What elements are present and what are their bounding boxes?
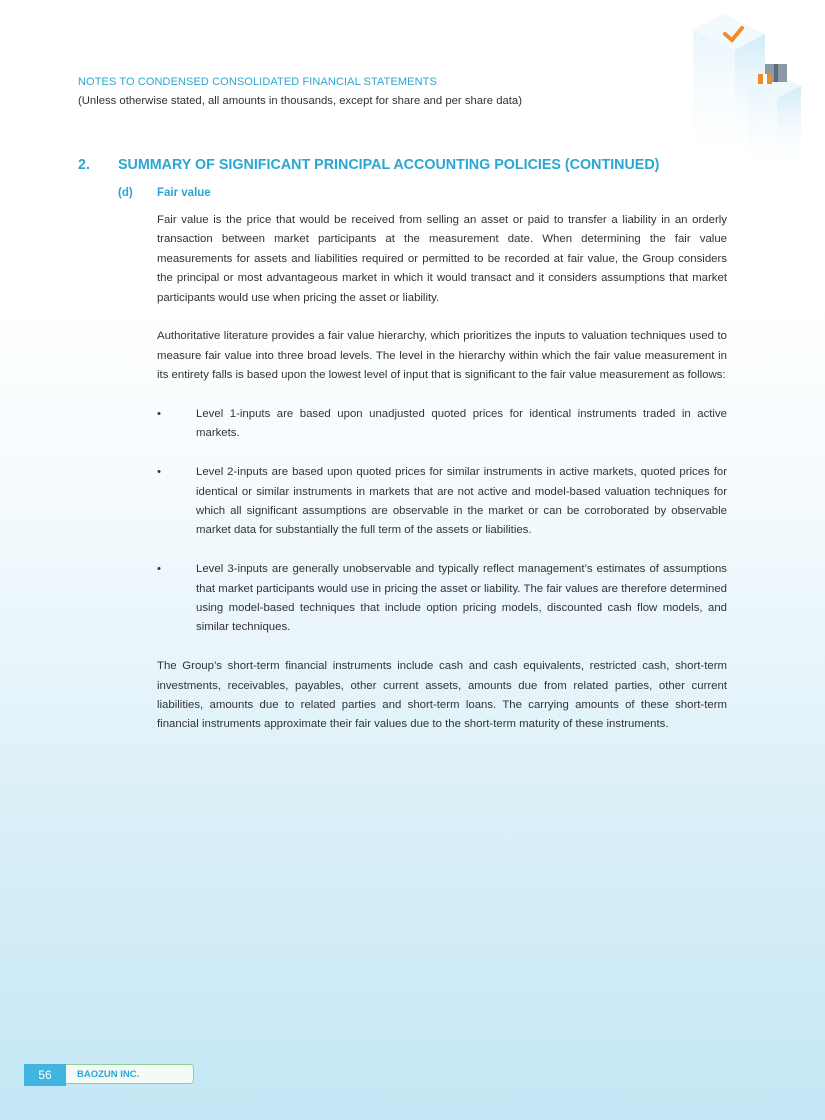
closing-paragraph: The Group’s short-term financial instruments include cash and cash equivalents, restricted cash, short-term investments, receivables, payables, other current assets, amounts due from related parties, other current liabilities, amounts due to related parties and short-term loans. The carrying amounts of these short-term financial instruments approximate their fair values due to the short-term maturity of these instruments. (157, 660, 727, 731)
running-header-title: NOTES TO CONDENSED CONSOLIDATED FINANCIAL STATEMENTS (78, 76, 437, 88)
subsection-label: (d) (118, 187, 133, 199)
bullet-text: Level 2-inputs are based upon quoted prices for similar instruments in active markets, quoted prices for identical or similar instruments in markets that are not active and model-based valuation techniques for which all significant assumptions are observable in the market or can be corroborated by observable market data for substantially the full term of the assets or liabilities. (196, 466, 727, 537)
company-name: BAOZUN INC. (66, 1064, 194, 1084)
bullet-item (157, 463, 727, 541)
section-title: SUMMARY OF SIGNIFICANT PRINCIPAL ACCOUNTING POLICIES (CONTINUED) (118, 157, 660, 173)
section-heading (78, 157, 659, 173)
bullet-item (157, 405, 727, 444)
bullet-item (157, 560, 727, 638)
bullet-marker: • (157, 563, 161, 576)
paragraph: Fair value is the price that would be received from selling an asset or paid to transfer a liability in an orderly transaction between market participants at the measurement date. When determining the fair value measurements for assets and liabilities required or permitted to be recorded at fair value, the Group considers the principal or most advantageous market in which it would transact and it considers assumptions that market participants would use when pricing the asset or liability. (157, 214, 727, 304)
bullet-text: Level 3-inputs are generally unobservable and typically reflect management’s estimates of assumptions that market participants would use in pricing the asset or liability. The fair values are therefore determined using model-based techniques that include option pricing models, discounted cash flow models, and similar techniques. (196, 563, 727, 634)
paragraph: Authoritative literature provides a fair value hierarchy, which prioritizes the inputs to valuation techniques used to measure fair value into three broad levels. The level in the hierarchy within which the fair value measurement in its entirety falls is based upon the lowest level of input that is significant to the fair value measurement as follows: (157, 330, 727, 382)
subsection-heading (118, 187, 211, 199)
subsection-title: Fair value (157, 187, 211, 199)
page-footer (24, 1064, 196, 1086)
body-text (157, 211, 727, 754)
page-number: 56 (24, 1064, 66, 1086)
bullet-text: Level 1-inputs are based upon unadjusted quoted prices for identical instruments traded in active markets. (196, 408, 727, 440)
running-header-subtitle: (Unless otherwise stated, all amounts in thousands, except for share and per share data) (78, 95, 522, 107)
bullet-marker: • (157, 408, 161, 421)
bullet-marker: • (157, 466, 161, 479)
section-number: 2. (78, 157, 90, 173)
running-header (78, 75, 698, 109)
